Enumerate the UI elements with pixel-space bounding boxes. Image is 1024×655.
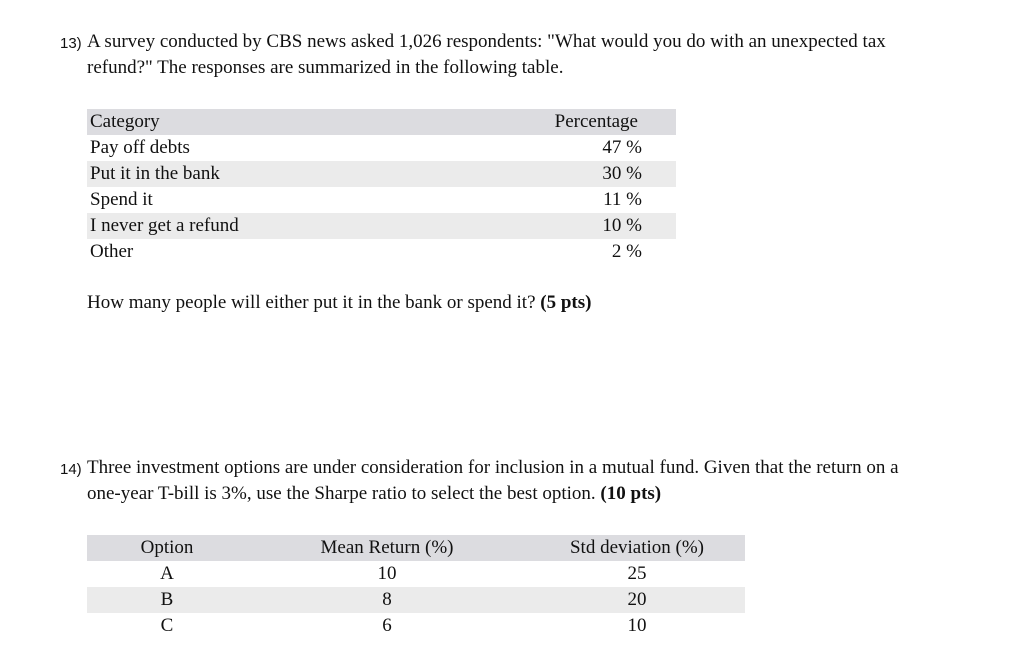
question-13-line-1: A survey conducted by CBS news asked 1,026 respondents: "What would you do with an unexpected tax <box>87 31 886 52</box>
mean-return-cell: 10 <box>377 563 397 584</box>
question-14-points: (10 pts) <box>600 483 662 504</box>
header-percentage: Percentage <box>554 111 638 132</box>
percentage-cell: 2 % <box>611 241 642 262</box>
header-option: Option <box>140 537 194 558</box>
std-deviation-cell: 25 <box>627 563 647 584</box>
header-mean-return: Mean Return (%) <box>320 537 454 558</box>
question-14-line-2 <box>87 481 661 507</box>
table-header-row <box>87 535 745 561</box>
table-row <box>87 613 745 639</box>
table-row <box>87 187 676 213</box>
percentage-cell: 11 % <box>603 189 642 210</box>
table-row <box>87 239 676 265</box>
question-13-number: 13) <box>60 35 82 52</box>
table-row <box>87 135 676 161</box>
investment-options-table <box>87 535 745 639</box>
table-row <box>87 587 745 613</box>
question-14-line-1: Three investment options are under consideration for inclusion in a mutual fund. Given that the return on a <box>87 457 899 478</box>
table-row <box>87 161 676 187</box>
std-deviation-cell: 10 <box>627 615 647 636</box>
category-cell: Other <box>90 241 134 262</box>
table-header-row <box>87 109 676 135</box>
question-14-line-2-text: one-year T-bill is 3%, use the Sharpe ratio to select the best option. <box>87 483 596 504</box>
refund-responses-table <box>87 109 676 265</box>
category-cell: Put it in the bank <box>90 163 220 184</box>
question-13-prompt-text: How many people will either put it in the bank or spend it? <box>87 292 536 313</box>
percentage-cell: 30 % <box>602 163 642 184</box>
option-cell: C <box>160 615 174 636</box>
category-cell: Spend it <box>90 189 153 210</box>
percentage-cell: 47 % <box>602 137 642 158</box>
mean-return-cell: 6 <box>382 615 392 636</box>
percentage-cell: 10 % <box>602 215 642 236</box>
table-row <box>87 213 676 239</box>
header-category: Category <box>90 111 160 132</box>
category-cell: I never get a refund <box>90 215 239 236</box>
mean-return-cell: 8 <box>382 589 392 610</box>
question-14-number: 14) <box>60 461 82 478</box>
option-cell: A <box>160 563 174 584</box>
std-deviation-cell: 20 <box>627 589 647 610</box>
question-13-line-2: refund?" The responses are summarized in the following table. <box>87 57 564 78</box>
category-cell: Pay off debts <box>90 137 190 158</box>
option-cell: B <box>160 589 174 610</box>
question-13-prompt <box>87 290 591 316</box>
table-row <box>87 561 745 587</box>
question-13-points: (5 pts) <box>540 292 592 313</box>
header-std-deviation: Std deviation (%) <box>569 537 705 558</box>
